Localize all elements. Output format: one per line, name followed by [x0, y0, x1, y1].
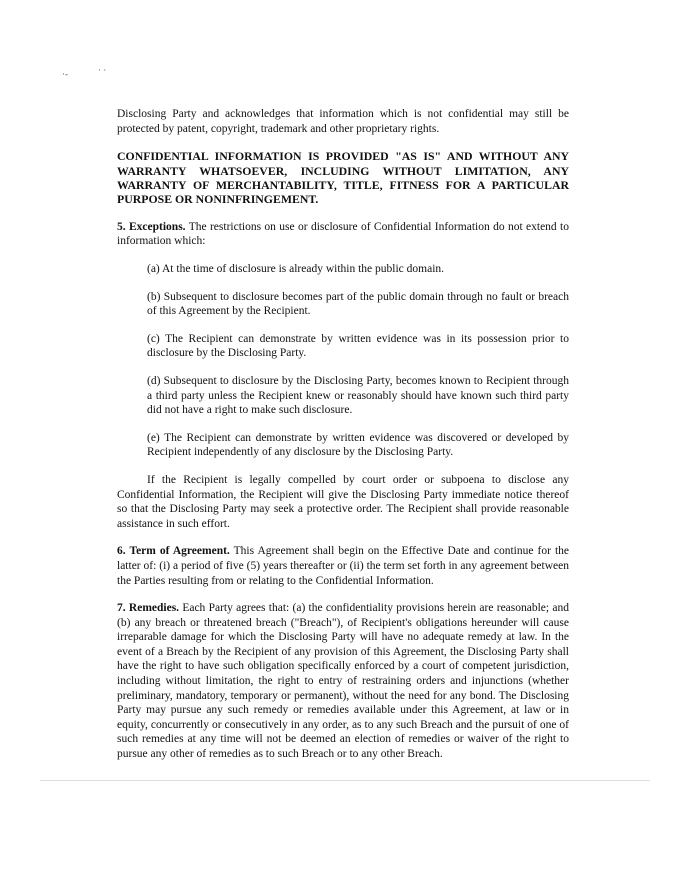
- scan-edge-line: [40, 780, 650, 781]
- exception-item-a: (a) At the time of disclosure is already within the public domain.: [147, 263, 445, 275]
- exception-item-c: (c) The Recipient can demonstrate by written evidence was in its possession prior to disclosure by the Disclosing Party.: [147, 332, 569, 360]
- document-body: [117, 107, 569, 762]
- scan-speck: ·-: [62, 69, 68, 79]
- section-heading: 5. Exceptions.: [117, 220, 186, 233]
- scan-speck: · ·: [98, 65, 107, 75]
- warranty-disclaimer: CONFIDENTIAL INFORMATION IS PROVIDED "AS IS" AND WITHOUT ANY WARRANTY WHATSOEVER, INCLUDING WITHOUT LIMITATION, ANY WARRANTY OF MERCHANTABILITY, TITLE, FITNESS FOR A PARTICULAR PURPOSE OR NONINFRINGEMENT.: [117, 149, 569, 207]
- exception-item-b: (b) Subsequent to disclosure becomes part of the public domain through no fault or breach of this Agreement by the Recipient.: [147, 290, 569, 318]
- compelled-disclosure-paragraph: If the Recipient is legally compelled by court order or subpoena to disclose any Confidential Information, the Recipient will give the Disclosing Party immediate notice thereof so that the Disclosing Party may seek a protective order. The Recipient shall provide reasonable assistance in such effort.: [117, 473, 569, 530]
- exception-item-e: (e) The Recipient can demonstrate by written evidence was discovered or developed by Recipient independently of any disclosure by the Disclosing Party.: [147, 431, 569, 459]
- section-heading: 7. Remedies.: [117, 602, 180, 615]
- term-paragraph: [117, 544, 569, 588]
- remedies-text: Each Party agrees that: (a) the confidentiality provisions herein are reasonable; and (b) any breach or threatened breach ("Breach"), of Recipient's obligations hereunder will cause irreparable damage for which the Disclosing Party will have no adequate remedy at law. In the event of a Breach by the Recipient of any provision of this Agreement, the Disclosing Party shall have the right to have such obligation specifically enforced by a court of competent jurisdiction, including without limitation, the right to entry of restraining orders and injunctions (whether preliminary, mandatory, temporary or permanent), without the need for any bond. The Disclosing Party may pursue any such remedy or remedies available under this Agreement, at law or in equity, concurrently or consecutively in any order, as to any such Breach and the pursuit of one of such remedies at any time will not be deemed an election of remedies or waiver of the right to pursue any other of remedies as to such Breach or to any other Breach.: [117, 602, 569, 761]
- section-heading: 6. Term of Agreement.: [117, 545, 230, 558]
- exceptions-paragraph: [117, 220, 569, 249]
- term-text: This Agreement shall begin on the Effective Date and continue for the latter of: (i) a period of five (5) years thereafter or (ii) the term set forth in any agreement between the Parties resulting from or relating to the Confidential Information.: [117, 545, 569, 587]
- continuation-paragraph: Disclosing Party and acknowledges that information which is not confidential may still be protected by patent, copyright, trademark and other proprietary rights.: [117, 108, 569, 135]
- exception-item-d: (d) Subsequent to disclosure by the Disclosing Party, becomes known to Recipient through a third party unless the Recipient knew or reasonably should have known such third party did not have a right to make such disclosure.: [147, 374, 569, 417]
- exceptions-intro: The restrictions on use or disclosure of Confidential Information do not extend to information which:: [117, 220, 569, 248]
- remedies-paragraph: [117, 601, 569, 762]
